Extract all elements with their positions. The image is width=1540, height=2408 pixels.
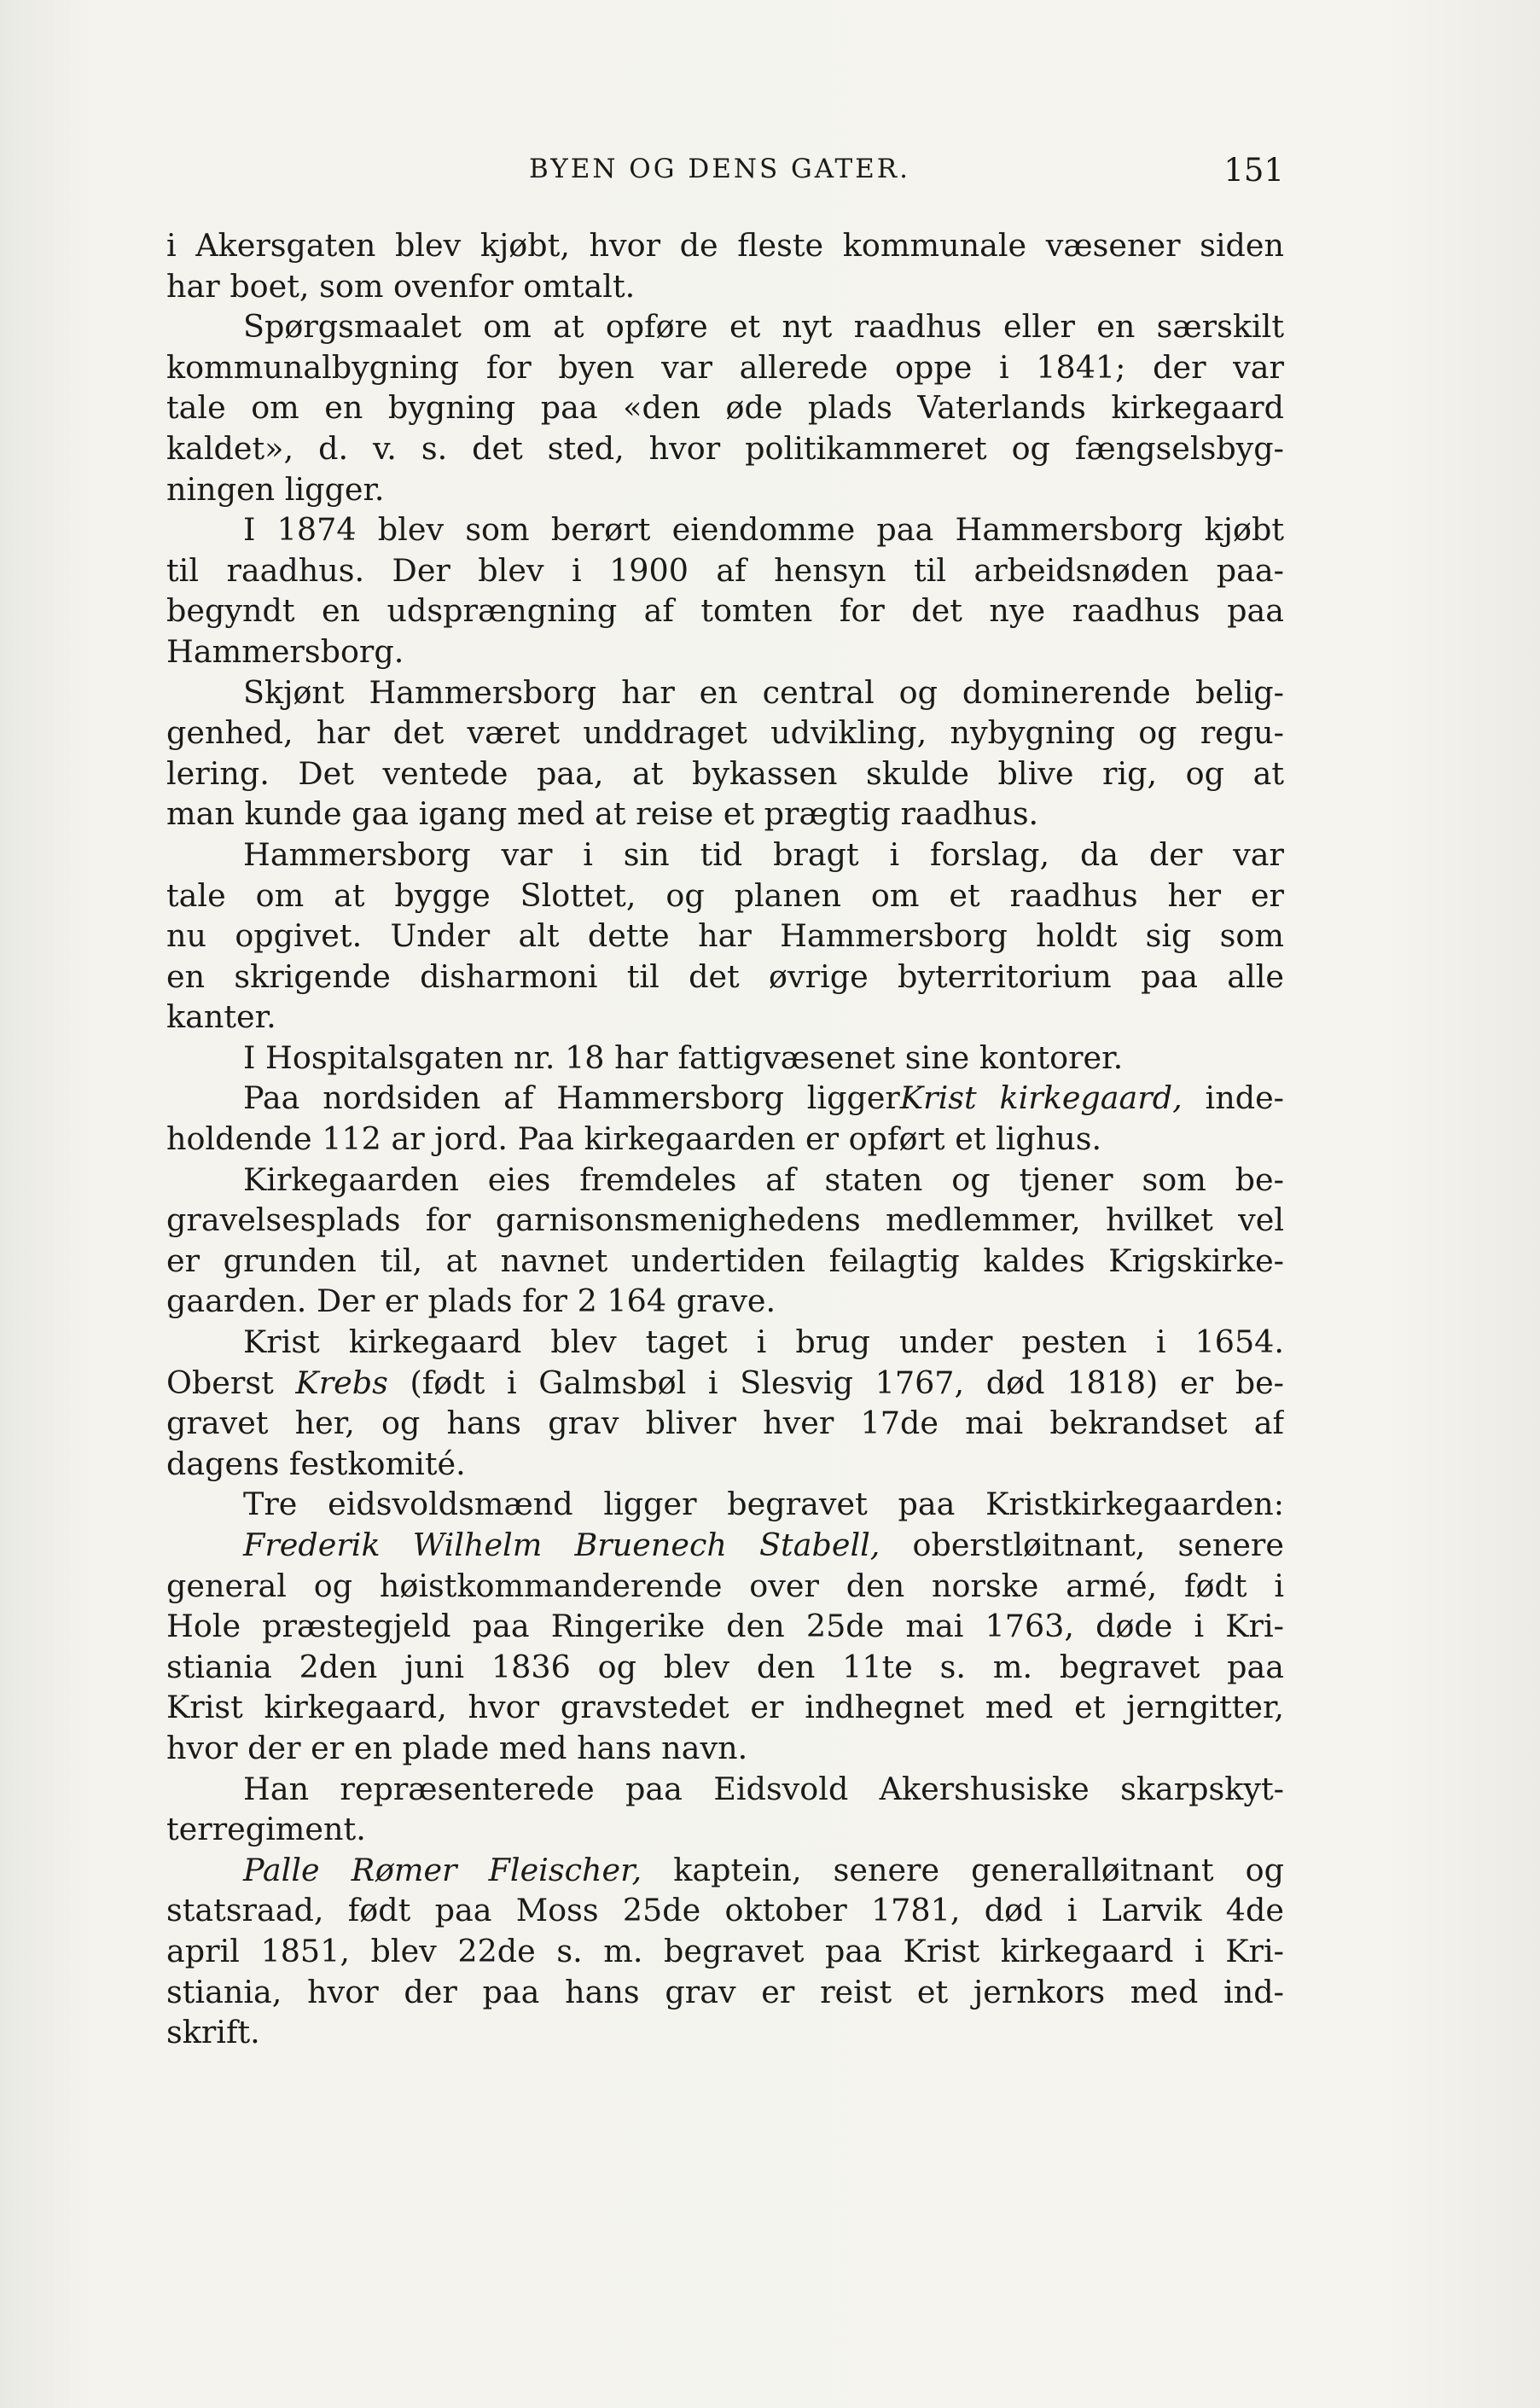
- text-line: [166, 713, 1284, 753]
- text-line: [166, 590, 1284, 631]
- text-line: [166, 469, 1284, 510]
- text-segment: general og høistkommanderende over den norske armé, født i: [166, 1567, 1284, 1604]
- text-line: [166, 1769, 1284, 1810]
- text-line: [166, 875, 1284, 916]
- text-line: [166, 1931, 1284, 1972]
- text-line: [166, 1363, 1284, 1404]
- text-segment: begyndt en udsprængning af tomten for det nye raadhus paa: [166, 592, 1284, 630]
- page-number: 151: [1223, 152, 1284, 189]
- text-segment: stiania 2den juni 1836 og blev den 11te s. m. begravet paa: [166, 1648, 1284, 1685]
- text-segment: Krist kirkegaard blev taget i brug under pesten i 1654.: [243, 1323, 1284, 1361]
- text-segment: dagens festkomité.: [166, 1445, 466, 1482]
- text-line: [166, 1525, 1284, 1566]
- text-segment: april 1851, blev 22de s. m. begravet paa Krist kirkegaard i Kri-: [166, 1932, 1284, 1969]
- text-line: [166, 306, 1284, 347]
- text-line: [166, 1687, 1284, 1728]
- text-segment: Spørgsmaalet om at opføre et nyt raadhus eller en særskilt: [243, 308, 1284, 346]
- text-line: [166, 1647, 1284, 1688]
- text-line: [166, 916, 1284, 957]
- text-line: [166, 225, 1284, 266]
- text-segment: Kirkegaarden eies fremdeles af staten og tjener som be-: [243, 1160, 1284, 1198]
- text-line: [166, 1038, 1284, 1079]
- text-segment: gravet her, og hans grav bliver hver 17de mai bekrandset af: [166, 1405, 1284, 1442]
- text-line: [166, 1972, 1284, 2013]
- text-segment: kommunalbygning for byen var allerede oppe i 1841; der var: [166, 348, 1284, 386]
- text-segment: skrift.: [166, 2014, 260, 2051]
- text-line: [166, 509, 1284, 550]
- text-segment: Tre eidsvoldsmænd ligger begravet paa Kristkirkegaarden:: [243, 1486, 1284, 1523]
- text-line: [166, 1890, 1284, 1931]
- text-line: [166, 347, 1284, 388]
- text-line: [166, 1484, 1284, 1525]
- text-line: [166, 1444, 1284, 1485]
- text-segment: Skjønt Hammersborg har en central og dominerende belig-: [243, 673, 1284, 711]
- text-segment: hvor der er en plade med hans navn.: [166, 1729, 748, 1766]
- text-line: [166, 835, 1284, 875]
- text-line: [166, 1403, 1284, 1444]
- text-line: [166, 550, 1284, 591]
- text-segment: gravelsesplads for garnisonsmenighedens medlemmer, hvilket vel: [166, 1201, 1284, 1239]
- italic-name: Krist kirkegaard,: [899, 1079, 1183, 1117]
- text-line: [166, 1119, 1284, 1160]
- text-segment: tale om en bygning paa «den øde plads Vaterlands kirkegaard: [166, 389, 1284, 427]
- text-segment: ningen ligger.: [166, 470, 385, 508]
- text-line: [166, 2012, 1284, 2053]
- text-segment: i Akersgaten blev kjøbt, hvor de fleste kommunale væsener siden: [166, 227, 1284, 264]
- text-line: [166, 1078, 1284, 1119]
- text-line: [166, 1850, 1284, 1891]
- text-segment: en skrigende disharmoni til det øvrige byterritorium paa alle: [166, 957, 1284, 995]
- text-segment: genhed, har det været unddraget udvikling, nybygning og regu-: [166, 714, 1284, 752]
- text-segment: tale om at bygge Slottet, og planen om et raadhus her er: [166, 876, 1284, 914]
- text-line: [166, 753, 1284, 794]
- text-segment: lering. Det ventede paa, at bykassen skulde blive rig, og at: [166, 754, 1284, 792]
- text-segment: er grunden til, at navnet undertiden feilagtig kaldes Krigskirke-: [166, 1242, 1284, 1279]
- text-segment: inde-: [1182, 1079, 1284, 1117]
- text-segment: Hammersborg.: [166, 632, 404, 670]
- italic-name: Frederik Wilhelm Bruenech Stabell,: [243, 1527, 880, 1563]
- text-segment: nu opgivet. Under alt dette har Hammersborg holdt sig som: [166, 917, 1284, 955]
- text-line: [166, 1566, 1284, 1607]
- text-line: [166, 672, 1284, 713]
- text-segment: I Hospitalsgaten nr. 18 har fattigvæsenet sine kontorer.: [243, 1038, 1124, 1076]
- text-line: [166, 1200, 1284, 1241]
- text-line: [166, 997, 1284, 1038]
- text-segment: kanter.: [166, 998, 276, 1036]
- text-line: [166, 1809, 1284, 1850]
- text-line: [166, 1160, 1284, 1201]
- body-text: [166, 225, 1284, 2053]
- text-line: [166, 1728, 1284, 1769]
- text-line: [166, 1606, 1284, 1647]
- text-line: [166, 957, 1284, 998]
- text-segment: Paa nordsiden af Hammersborg ligger: [243, 1079, 900, 1117]
- text-segment: Han repræsenterede paa Eidsvold Akershusiske skarpskyt-: [243, 1770, 1284, 1807]
- italic-name: Krebs: [295, 1364, 388, 1401]
- text-line: [166, 1322, 1284, 1363]
- text-segment: oberstløitnant, senere: [880, 1527, 1284, 1563]
- text-line: [166, 1241, 1284, 1282]
- italic-name: Palle Rømer Fleischer,: [243, 1851, 642, 1888]
- text-line: [166, 387, 1284, 428]
- text-segment: man kunde gaa igang med at reise et prægtig raadhus.: [166, 795, 1039, 833]
- text-segment: holdende 112 ar jord. Paa kirkegaarden er opført et lighus.: [166, 1120, 1102, 1158]
- running-head: BYEN OG DENS GATER.: [529, 154, 910, 184]
- text-segment: statsraad, født paa Moss 25de oktober 1781, død i Larvik 4de: [166, 1892, 1284, 1929]
- text-segment: gaarden. Der er plads for 2 164 grave.: [166, 1283, 776, 1320]
- text-segment: stiania, hvor der paa hans grav er reist et jernkors med ind-: [166, 1973, 1284, 2010]
- text-segment: terregiment.: [166, 1811, 366, 1848]
- text-segment: kaptein, senere generalløitnant og: [642, 1851, 1284, 1888]
- text-segment: kaldet», d. v. s. det sted, hvor politikammeret og fængselsbyg-: [166, 429, 1284, 467]
- text-segment: (født i Galmsbøl i Slesvig 1767, død 1818) er be-: [387, 1364, 1284, 1401]
- text-line: [166, 794, 1284, 835]
- text-line: [166, 631, 1284, 672]
- text-segment: til raadhus. Der blev i 1900 af hensyn til arbeidsnøden paa-: [166, 551, 1284, 589]
- text-segment: har boet, som ovenfor omtalt.: [166, 267, 636, 305]
- text-line: [166, 266, 1284, 307]
- page-header: [166, 152, 1284, 195]
- text-segment: Hammersborg var i sin tid bragt i forslag, da der var: [243, 835, 1284, 873]
- text-line: [166, 428, 1284, 469]
- text-segment: Krist kirkegaard, hvor gravstedet er indhegnet med et jerngitter,: [166, 1689, 1284, 1726]
- text-segment: I 1874 blev som berørt eiendomme paa Hammersborg kjøbt: [243, 511, 1284, 549]
- text-segment: Oberst: [166, 1364, 296, 1401]
- text-segment: Hole præstegjeld paa Ringerike den 25de mai 1763, døde i Kri-: [166, 1608, 1284, 1645]
- text-line: [166, 1281, 1284, 1322]
